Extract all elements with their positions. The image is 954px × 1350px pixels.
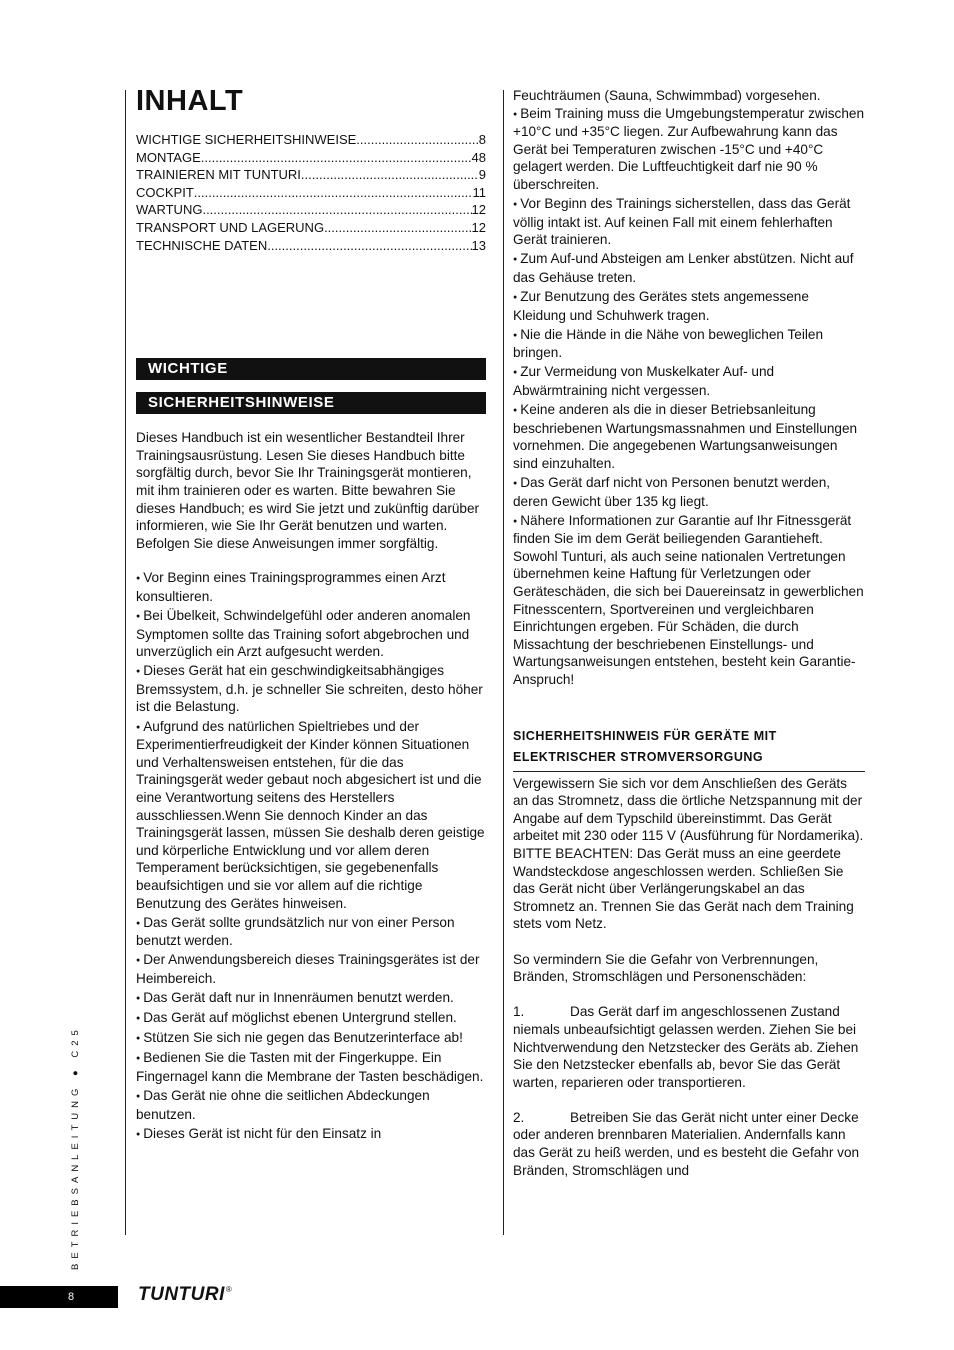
list-item: ● Das Gerät sollte grundsätzlich nur von einer Person benutzt werden. (136, 914, 486, 950)
list-item: ● Nie die Hände in die Nähe von beweglichen Teilen bringen. (513, 326, 865, 362)
toc-item[interactable]: WARTUNG ..... 12 (136, 201, 486, 219)
item-number: 1. (513, 1004, 525, 1020)
table-of-contents (136, 131, 486, 254)
list-item: ● Dieses Gerät ist nicht für den Einsatz in (136, 1125, 486, 1144)
list-item: ● Vor Beginn eines Trainingsprogrammes einen Arzt konsultieren. (136, 569, 486, 605)
list-item: ● Zur Benutzung des Gerätes stets angemessene Kleidung und Schuhwerk tragen. (513, 288, 865, 324)
list-item: ● Bedienen Sie die Tasten mit der Fingerkuppe. Ein Fingernagel kann die Membrane der Tasten beschädigen. (136, 1049, 486, 1085)
electrical-paragraph-2: So vermindern Sie die Gefahr von Verbrennungen, Bränden, Stromschlägen und Personenschäden: (513, 951, 819, 985)
logo-text: TUNTURI (138, 1284, 225, 1305)
item-number: 2. (513, 1109, 525, 1125)
list-item: ● Zur Vermeidung von Muskelkater Auf- und Abwärmtraining nicht vergessen. (513, 363, 865, 399)
safety-bullet-list-right (513, 105, 865, 689)
list-item: ● Aufgrund des natürlichen Spieltriebes und der Experimentierfreudigkeit der Kinder können Situationen und Verhaltensweisen entstehen, für die das Trainingsgerät weder gebaut noch abgesichert ist und die eine Verantwortung seitens des Herstellers ausschliessen.Wenn Sie dennoch Kinder an das Trainingsgerät lassen, müssen Sie deshalb deren geistige und körperliche Entwicklung und vor allem deren Temperament berücksichtigen, sie gegebenenfalls beaufsichtigen und sie vor allem auf die richtige Benutzung des Gerätes hinweisen. (136, 718, 486, 913)
electrical-heading-line2: ELEKTRISCHER STROMVERSORGUNG (513, 750, 764, 765)
list-item: ● Das Gerät nie ohne die seitlichen Abdeckungen benutzen. (136, 1087, 486, 1123)
list-item: ● Das Gerät daft nur in Innenräumen benutzt werden. (136, 989, 486, 1008)
electrical-item-2 (513, 1109, 865, 1179)
electrical-paragraph-1: Vergewissern Sie sich vor dem Anschließen des Geräts an das Stromnetz, dass die örtliche Netzspannung mit der Angabe auf dem Typschild übereinstimmt. Das Gerät arbeitet mit 230 oder 115 V (Ausführung für Nordamerika). BITTE BEACHTEN: Das Gerät muss an eine geerdete Wandsteckdose angeschlossen werden. Schließen Sie das Gerät nicht über Verlängerungskabel an das Stromnetz an. Trennen Sie das Gerät nach dem Training stets vom Netz. (513, 775, 864, 932)
list-item: ● Der Anwendungsbereich dieses Trainingsgerätes ist der Heimbereich. (136, 951, 486, 987)
electrical-item-1 (513, 1003, 865, 1091)
list-item: ● Dieses Gerät hat ein geschwindigkeitsabhängiges Bremssystem, d.h. je schneller Sie schreiten, desto höher ist die Belastung. (136, 662, 486, 716)
item-text: Das Gerät darf im angeschlossenen Zustand niemals unbeaufsichtigt gelassen werden. Ziehen Sie bei Nichtverwendung den Netzstecker des Geräts ab. Ziehen Sie den Netzstecker ebenfalls ab, bevor Sie das Gerät warten, reparieren oder transportieren. (513, 1004, 859, 1090)
safety-heading-line1: WICHTIGE (136, 358, 486, 380)
right-column (513, 87, 865, 1179)
list-item: ● Zum Auf-und Absteigen am Lenker abstützen. Nicht auf das Gehäuse treten. (513, 250, 865, 286)
item-text: Betreiben Sie das Gerät nicht unter einer Decke oder anderen brennbaren Materialien. Andernfalls kann das Gerät zu heiß werden, und es besteht die Gefahr von Bränden, Stromschlägen und (513, 1109, 860, 1178)
tunturi-logo (138, 1284, 232, 1306)
list-item: ● Beim Training muss die Umgebungstemperatur zwischen +10°C und +35°C liegen. Zur Aufbewahrung kann das Gerät bei Temperaturen zwischen -15°C und +40°C gelagert werden. Die Luftfeuchtigkeit darf nie 90 % überschreiten. (513, 105, 865, 194)
list-item: ● Bei Übelkeit, Schwindelgefühl oder anderen anomalen Symptomen sollte das Training sofort abgebrochen und unverzüglich ein Arzt aufgesucht werden. (136, 607, 486, 661)
list-item: ● Vor Beginn des Trainings sicherstellen, dass das Gerät völlig intakt ist. Auf keinen Fall mit einem fehlerhaften Gerät trainieren. (513, 195, 865, 249)
toc-item[interactable]: WICHTIGE SICHERHEITSHINWEISE ..... 8 (136, 131, 486, 149)
list-item: ● Nähere Informationen zur Garantie auf Ihr Fitnessgerät finden Sie im dem Gerät beiliegenden Garantieheft. Sowohl Tunturi, als auch seine nationalen Vertretungen übernehmen keine Haftung für Verletzungen oder Geräteschäden, die sich bei Dauereinsatz in gewerblichen Fitnesscentern, Sportvereinen und vergleichbaren Einrichtungen ergeben. Für Schäden, die durch Missachtung der beschriebenen Einstellungs- und Wartungsanweisungen entstehen, besteht kein Garantie-Anspruch! (513, 512, 865, 689)
safety-intro: Dieses Handbuch ist ein wesentlicher Bestandteil Ihrer Trainingsausrüstung. Lesen Sie dieses Handbuch bitte sorgfältig durch, bevor Sie Ihr Trainingsgerät montieren, mit ihm trainieren oder es warten. Bitte bewahren Sie dieses Handbuch; es wird Sie jetzt und zukünftig darüber informieren, wie Sie Ihr Gerät benutzen und warten. Befolgen Sie diese Anweisungen immer sorgfältig. (136, 430, 480, 551)
electrical-heading (513, 726, 865, 769)
safety-bullet-list-left (136, 569, 486, 1143)
safety-heading-line2: SICHERHEITSHINWEISE (136, 392, 486, 414)
toc-item[interactable]: TRAINIEREN MIT TUNTURI ..... 9 (136, 166, 486, 184)
column-divider (503, 90, 504, 1235)
toc-item[interactable]: MONTAGE ..... 48 (136, 149, 486, 167)
left-margin-rule (125, 90, 126, 1235)
toc-item[interactable]: TRANSPORT UND LAGERUNG ..... 12 (136, 219, 486, 237)
list-item: ● Stützen Sie sich nie gegen das Benutzerinterface ab! (136, 1029, 486, 1048)
heading-rule (513, 771, 865, 772)
footer-page-tab (0, 1286, 118, 1308)
page-number: 8 (68, 1291, 75, 1303)
left-column (136, 85, 486, 1143)
list-item: ● Das Gerät darf nicht von Personen benutzt werden, deren Gewicht über 135 kg liegt. (513, 474, 865, 510)
safety-continuation: Feuchträumen (Sauna, Schwimmbad) vorgesehen. (513, 88, 821, 103)
registered-mark: ® (225, 1285, 233, 1294)
electrical-heading-line1: SICHERHEITSHINWEIS FÜR GERÄTE MIT (513, 728, 777, 743)
list-item: ● Das Gerät auf möglichst ebenen Untergrund stellen. (136, 1009, 486, 1028)
toc-item[interactable]: COCKPIT ..... 11 (136, 184, 486, 202)
list-item: ● Keine anderen als die in dieser Betriebsanleitung beschriebenen Wartungsmassnahmen und Einstellungen vornehmen. Die angegebenen Wartungsanweisungen sind einzuhalten. (513, 401, 865, 472)
toc-item[interactable]: TECHNISCHE DATEN ..... 13 (136, 237, 486, 255)
manual-sidebar-label: BETRIEBSANLEITUNG ● C25 (70, 1025, 81, 1270)
toc-title: INHALT (136, 85, 244, 117)
